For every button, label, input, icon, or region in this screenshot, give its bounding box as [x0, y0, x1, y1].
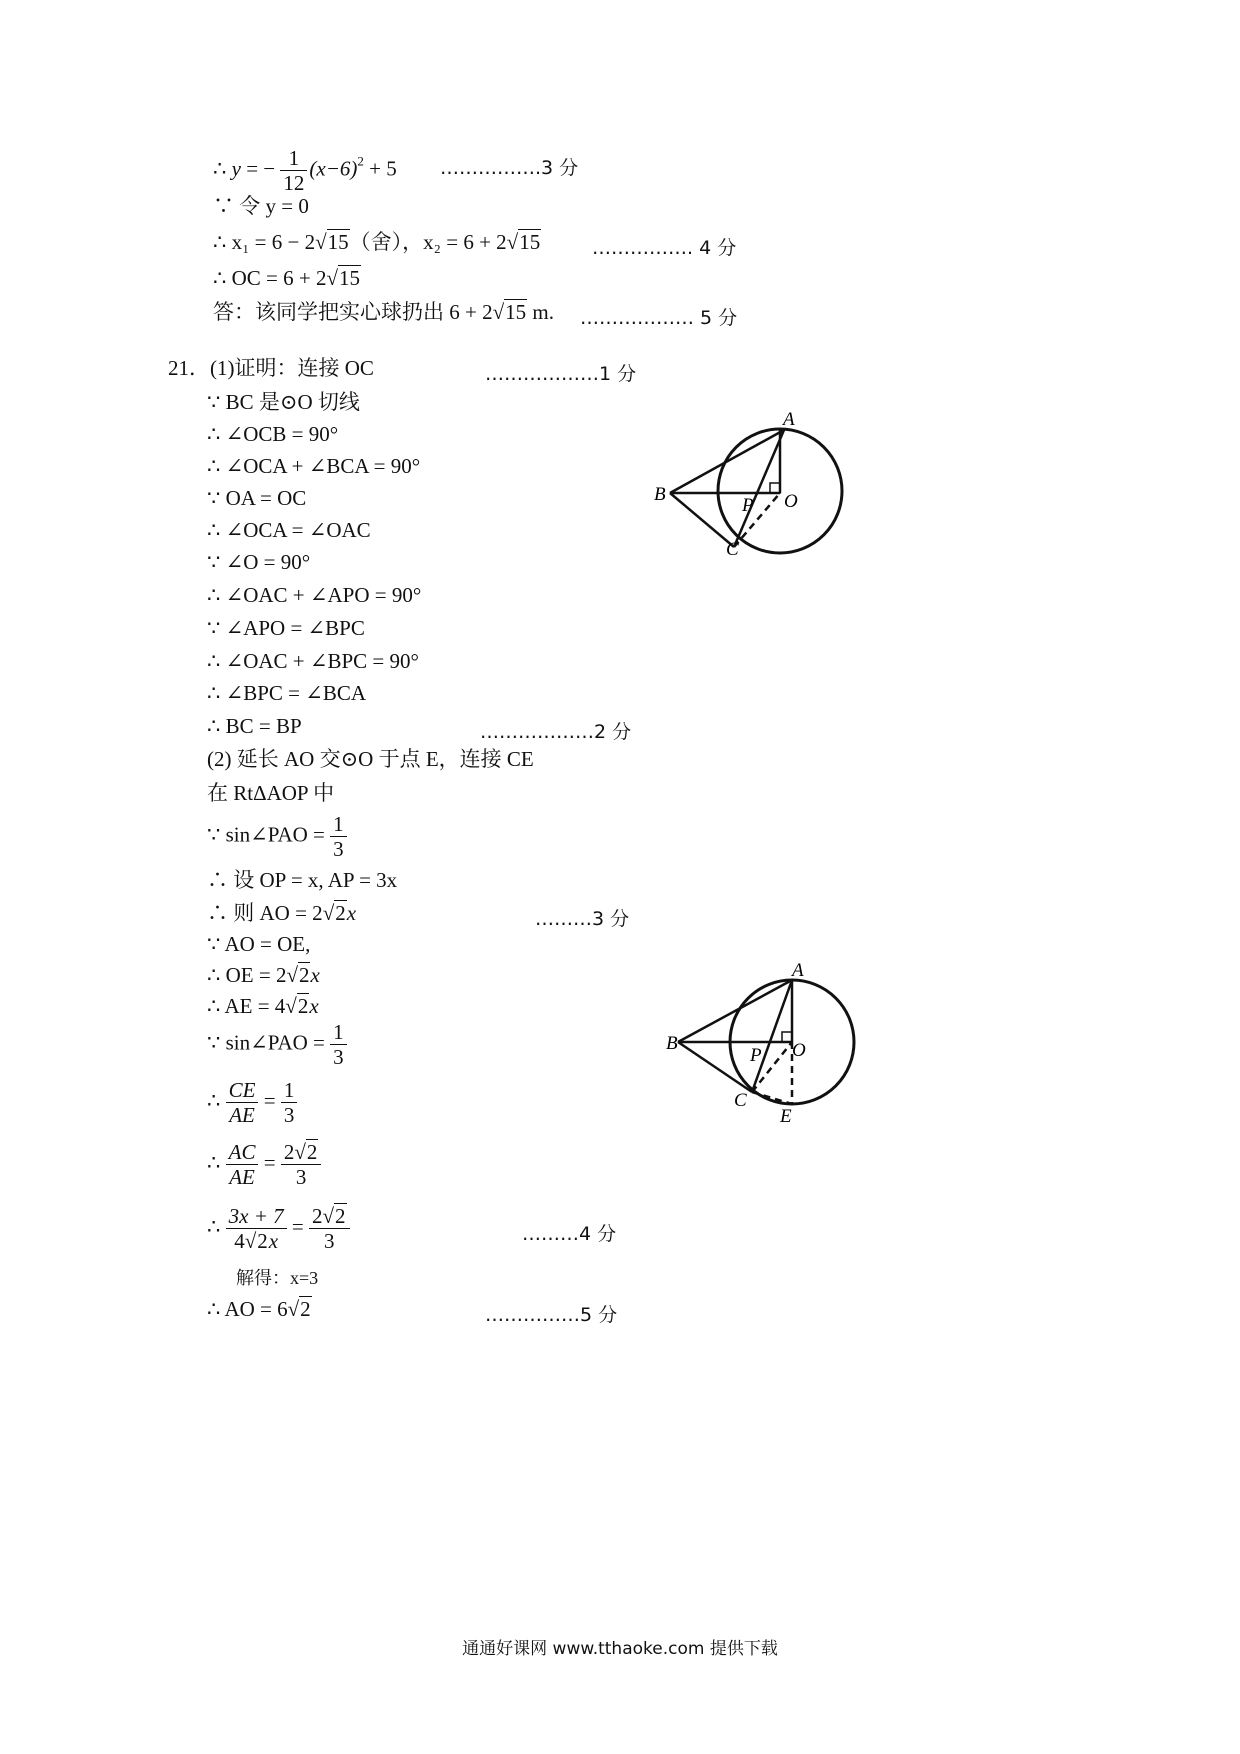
answer-line: 答：该同学把实心球扔出 6 + 2√15 m.: [213, 300, 554, 324]
score-2: ………………2 分: [480, 721, 632, 743]
score-3: …………….3 分: [440, 157, 579, 179]
proof-line-1: ∵ BC 是⊙O 切线: [207, 390, 360, 414]
label-p: P: [742, 495, 754, 516]
proof-line-5: ∴ ∠OCA = ∠OAC: [207, 518, 371, 542]
proof-line-3: ∴ ∠OCA + ∠BCA = 90°: [207, 454, 421, 478]
proof-line-7: ∴ ∠OAC + ∠APO = 90°: [207, 583, 422, 607]
geometry-figure-2: [660, 960, 870, 1130]
q21-heading: 21．(1)证明：连接 OC: [168, 356, 374, 380]
proof-line-9: ∴ ∠OAC + ∠BPC = 90°: [207, 649, 419, 673]
label-c-2: C: [734, 1090, 747, 1111]
final-ao: ∴ AO = 6√2: [207, 1297, 311, 1321]
label-b: B: [654, 484, 666, 505]
score-4: ……………. 4 分: [592, 237, 737, 259]
label-p-2: P: [750, 1045, 762, 1066]
proof-line-2: ∴ ∠OCB = 90°: [207, 422, 339, 446]
eq-oc: ∴ OC = 6 + 2√15: [213, 266, 361, 290]
proof-line-8: ∵ ∠APO = ∠BPC: [207, 616, 365, 640]
sin-pao-1: ∵ sin∠PAO = $\frac{1}{3}$: [207, 812, 347, 861]
score-5: ……………… 5 分: [580, 307, 738, 329]
ratio-ac-ae: ∴ $\frac{AC}{AE}$ = $\frac{2√2}{3}$: [207, 1140, 321, 1189]
eq-ratio-solve: ∴ $\frac{3x + 7}{4√2x}$ = $\frac{2√2}{3}$: [207, 1204, 350, 1253]
label-a: A: [783, 409, 795, 430]
eq-y-parabola: ∴ y = − $\frac{1}{12}$ $(x-6)^2 + 5$: [213, 146, 397, 196]
footer-source: 通通好课网 www.tthaoke.com 提供下载: [462, 1639, 778, 1659]
segment-ac-2: [752, 980, 792, 1092]
eq-ao: ∴ 则 AO = 2√2x: [207, 901, 357, 925]
let-y-zero: ∵ 令 y = 0: [213, 194, 309, 218]
part2-intro: (2) 延长 AO 交⊙O 于点 E，连接 CE: [207, 747, 534, 771]
label-e-2: E: [780, 1106, 792, 1127]
label-o-2: O: [792, 1040, 806, 1061]
label-o: O: [784, 491, 798, 512]
label-c: C: [726, 539, 739, 560]
proof-line-6: ∵ ∠O = 90°: [207, 550, 311, 574]
geometry-figure-1: [650, 405, 860, 565]
label-a-2: A: [792, 960, 804, 981]
label-b-2: B: [666, 1033, 678, 1054]
score-1: ………………1 分: [485, 363, 637, 385]
proof-line-11: ∴ BC = BP: [207, 714, 302, 738]
score-4b: ………4 分: [522, 1223, 617, 1245]
score-3b: ………3 分: [535, 908, 630, 930]
segment-bc-2: [678, 1042, 752, 1092]
part2-in-triangle: 在 RtΔAOP 中: [207, 781, 335, 805]
right-angle-mark-2: [782, 1032, 792, 1042]
right-angle-mark: [770, 483, 780, 493]
proof-line-10: ∴ ∠BPC = ∠BCA: [207, 681, 367, 705]
segment-ba: [670, 430, 784, 493]
segment-ba-2: [678, 980, 792, 1042]
solve-x: 解得：x=3: [236, 1268, 319, 1288]
set-op-ap: ∴ 设 OP = x, AP = 3x: [207, 868, 398, 892]
sin-pao-2: ∵ sin∠PAO = $\frac{1}{3}$: [207, 1020, 347, 1069]
ao-eq-oe: ∵ AO = OE,: [207, 932, 311, 956]
eq-oe: ∴ OE = 2√2x: [207, 963, 320, 987]
segment-ac: [734, 430, 784, 547]
score-5b: ……………5 分: [485, 1304, 618, 1326]
proof-line-4: ∵ OA = OC: [207, 486, 307, 510]
ratio-ce-ae: ∴ $\frac{CE}{AE}$ = $\frac{1}{3}$: [207, 1078, 297, 1127]
eq-x-roots: ∴ x₁ = 6 − 2√15（舍），x₂ = 6 + 2√15: [213, 230, 541, 254]
eq-ae: ∴ AE = 4√2x: [207, 994, 319, 1018]
